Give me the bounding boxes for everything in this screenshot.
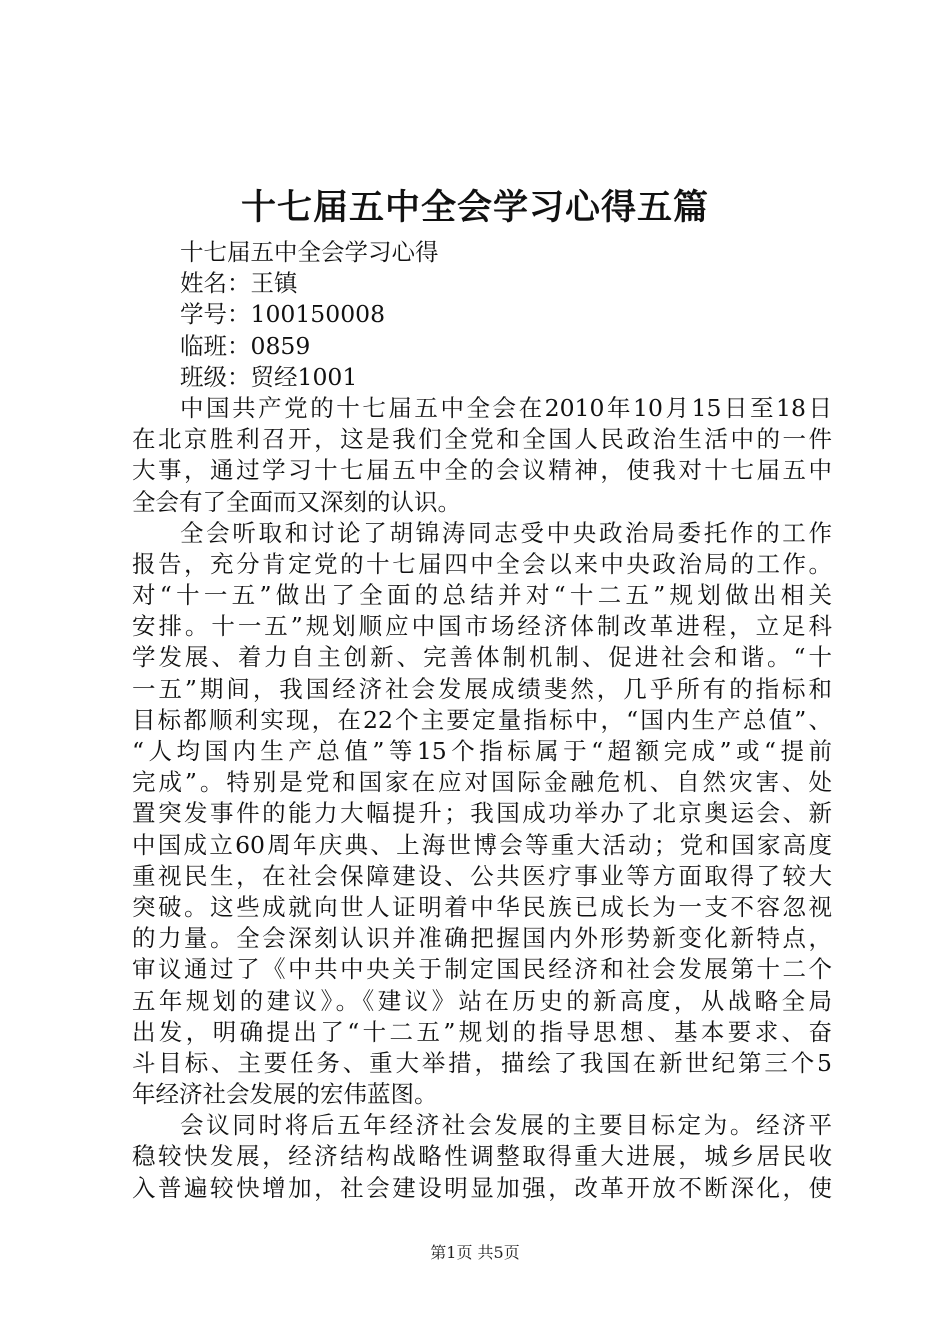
temp-class-line: 临班：0859 xyxy=(180,331,311,360)
text-line: 突破。这些成就向世人证明着中华民族已成长为一支不容忽视 xyxy=(132,892,832,921)
text-line: “人均国内生产总值”等15个指标属于“超额完成”或“提前 xyxy=(132,737,832,765)
paragraph-1 xyxy=(132,393,832,518)
text-line: 全会听取和讨论了胡锦涛同志受中央政治局委托作的工作 xyxy=(180,518,832,547)
text-line: 完成”。特别是党和国家在应对国际金融危机、自然灾害、处 xyxy=(132,768,832,797)
text-line: 置突发事件的能力大幅提升；我国成功举办了北京奥运会、新 xyxy=(132,799,832,828)
text-line: 出发，明确提出了“十二五”规划的指导思想、基本要求、奋 xyxy=(132,1017,832,1046)
paragraph-3 xyxy=(132,1110,832,1204)
page-footer: 第1页 共5页 xyxy=(430,1243,520,1262)
text-line: 重视民生，在社会保障建设、公共医疗事业等方面取得了较大 xyxy=(132,861,832,890)
text-line: 目标都顺利实现，在22个主要定量指标中，“国内生产总值”、 xyxy=(132,705,832,734)
text-line: 五年规划的建议》。《建议》站在历史的新高度，从战略全局 xyxy=(132,986,832,1015)
text-line: 报告，充分肯定党的十七届四中全会以来中央政治局的工作。 xyxy=(132,549,832,578)
document-title: 十七届五中全会学习心得五篇 xyxy=(240,187,709,228)
text-line: 在北京胜利召开，这是我们全党和全国人民政治生活中的一件 xyxy=(132,425,832,454)
text-line: 学发展、着力自主创新、完善体制机制、促进社会和谐。“十 xyxy=(132,643,832,672)
text-line: 安排。十一五”规划顺应中国市场经济体制改革进程，立足科 xyxy=(132,612,832,641)
header-info xyxy=(132,237,832,393)
document-body xyxy=(132,237,832,1204)
text-line: 大事，通过学习十七届五中全的会议精神，使我对十七届五中 xyxy=(132,456,832,485)
class-line: 班级：贸经1001 xyxy=(180,362,358,391)
text-line: 年经济社会发展的宏伟蓝图。 xyxy=(132,1080,438,1109)
text-line: 中国成立60周年庆典、上海世博会等重大活动；党和国家高度 xyxy=(132,830,832,859)
text-line: 中国共产党的十七届五中全会在2010年10月15日至18日 xyxy=(180,393,832,422)
text-line: 全会有了全面而又深刻的认识。 xyxy=(132,487,461,516)
name-line: 姓名：王镇 xyxy=(180,269,298,298)
student-id-line: 学号：100150008 xyxy=(180,300,386,329)
text-line: 稳较快发展，经济结构战略性调整取得重大进展，城乡居民收 xyxy=(132,1142,832,1171)
text-line: 会议同时将后五年经济社会发展的主要目标定为。经济平 xyxy=(180,1111,832,1140)
text-line: 审议通过了《中共中央关于制定国民经济和社会发展第十二个 xyxy=(132,955,832,984)
text-line: 斗目标、主要任务、重大举措，描绘了我国在新世纪第三个5 xyxy=(132,1048,832,1077)
text-line: 对“十一五”做出了全面的总结并对“十二五”规划做出相关 xyxy=(132,581,832,610)
text-line: 一五”期间，我国经济社会发展成绩斐然，几乎所有的指标和 xyxy=(132,674,832,703)
text-line: 的力量。全会深刻认识并准确把握国内外形势新变化新特点， xyxy=(132,924,832,953)
text-line: 入普遍较快增加，社会建设明显加强，改革开放不断深化，使 xyxy=(132,1173,832,1202)
paragraph-2 xyxy=(132,518,832,1111)
subtitle-line: 十七届五中全会学习心得 xyxy=(180,238,439,266)
